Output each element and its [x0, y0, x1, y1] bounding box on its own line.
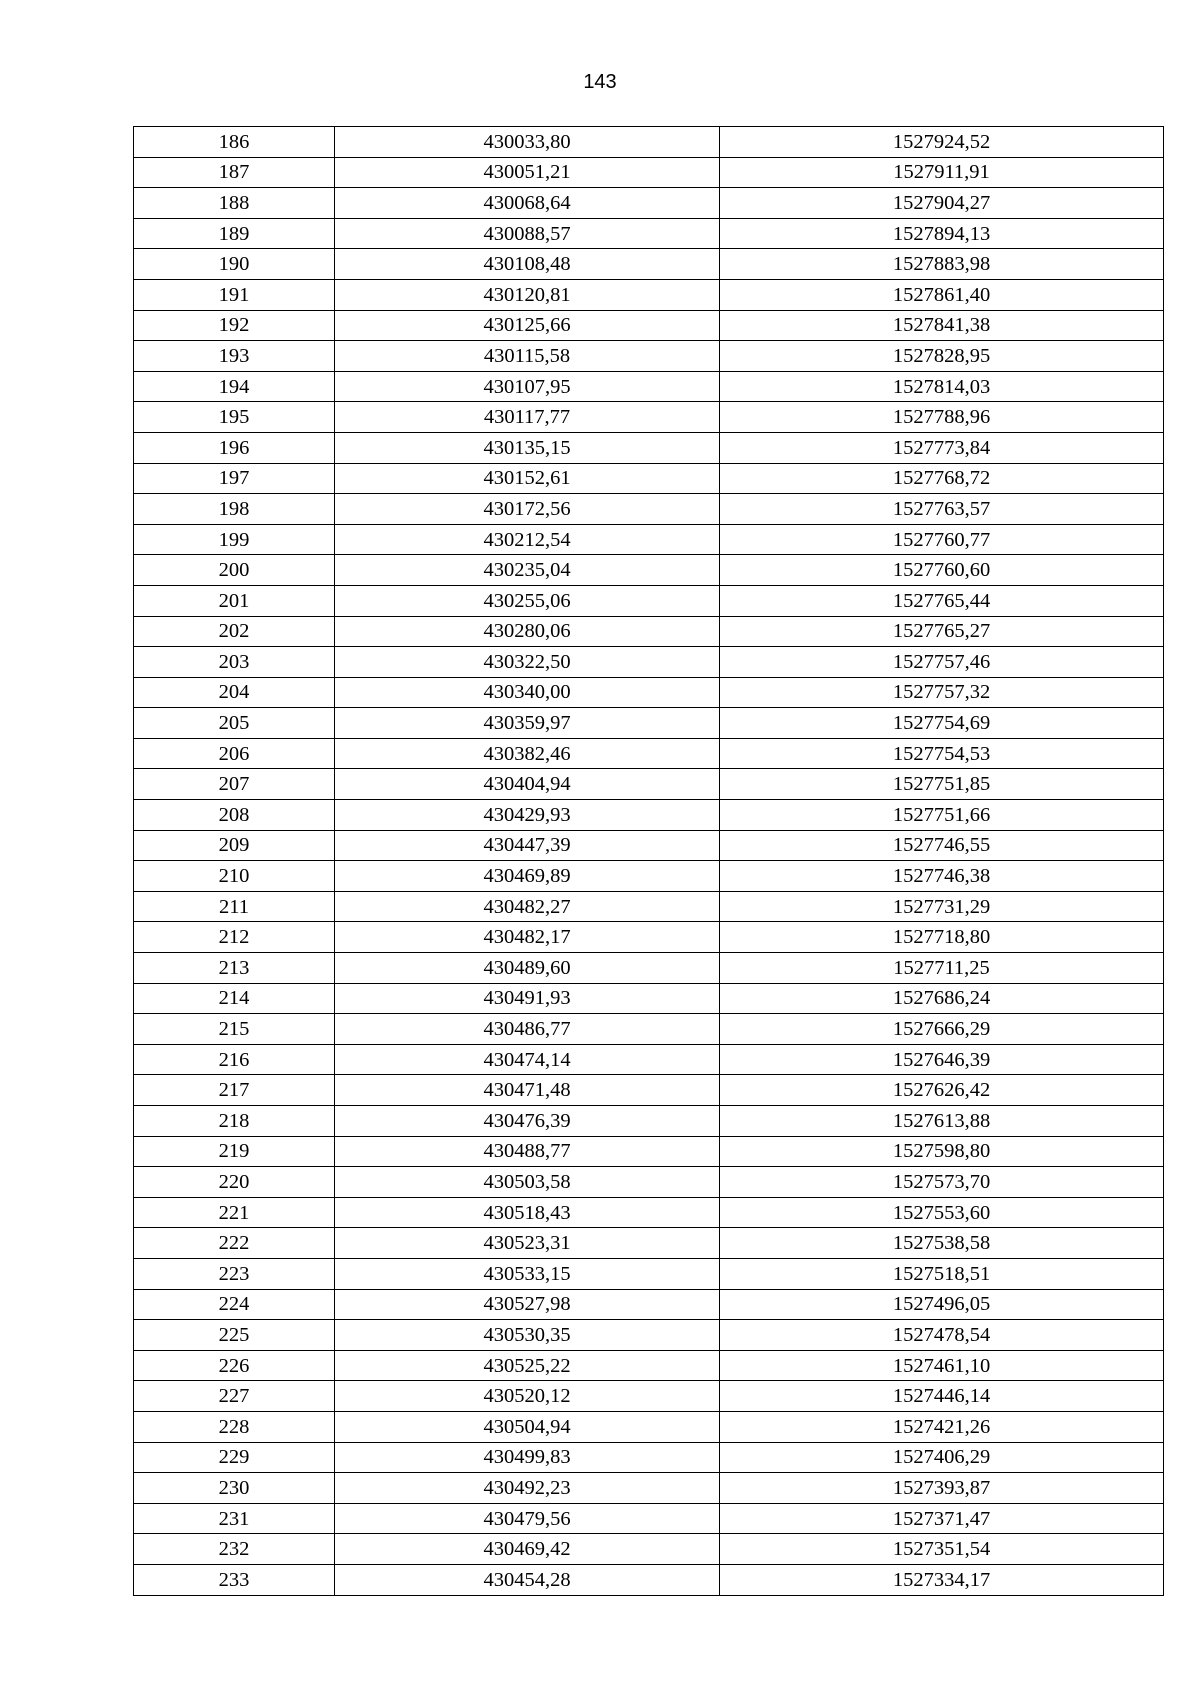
x-coordinate-cell: 430382,46	[335, 738, 720, 769]
table-row	[134, 555, 1164, 586]
point-number-cell: 203	[134, 647, 335, 678]
y-coordinate-cell: 1527861,40	[720, 279, 1164, 310]
table-row	[134, 585, 1164, 616]
table-row	[134, 1320, 1164, 1351]
point-number-cell: 192	[134, 310, 335, 341]
x-coordinate-cell: 430525,22	[335, 1350, 720, 1381]
point-number-cell: 197	[134, 463, 335, 494]
point-number-cell: 229	[134, 1442, 335, 1473]
table-row	[134, 1534, 1164, 1565]
x-coordinate-cell: 430476,39	[335, 1106, 720, 1137]
point-number-cell: 225	[134, 1320, 335, 1351]
y-coordinate-cell: 1527757,46	[720, 647, 1164, 678]
x-coordinate-cell: 430404,94	[335, 769, 720, 800]
x-coordinate-cell: 430491,93	[335, 983, 720, 1014]
table-row	[134, 891, 1164, 922]
y-coordinate-cell: 1527626,42	[720, 1075, 1164, 1106]
x-coordinate-cell: 430492,23	[335, 1473, 720, 1504]
x-coordinate-cell: 430115,58	[335, 341, 720, 372]
table-row	[134, 218, 1164, 249]
table-row	[134, 1228, 1164, 1259]
point-number-cell: 230	[134, 1473, 335, 1504]
point-number-cell: 226	[134, 1350, 335, 1381]
y-coordinate-cell: 1527461,10	[720, 1350, 1164, 1381]
y-coordinate-cell: 1527746,38	[720, 861, 1164, 892]
x-coordinate-cell: 430212,54	[335, 524, 720, 555]
y-coordinate-cell: 1527763,57	[720, 494, 1164, 525]
y-coordinate-cell: 1527768,72	[720, 463, 1164, 494]
table-row	[134, 922, 1164, 953]
point-number-cell: 188	[134, 188, 335, 219]
x-coordinate-cell: 430527,98	[335, 1289, 720, 1320]
table-row	[134, 1167, 1164, 1198]
y-coordinate-cell: 1527518,51	[720, 1258, 1164, 1289]
point-number-cell: 215	[134, 1014, 335, 1045]
table-row	[134, 371, 1164, 402]
x-coordinate-cell: 430235,04	[335, 555, 720, 586]
x-coordinate-cell: 430482,27	[335, 891, 720, 922]
x-coordinate-cell: 430469,89	[335, 861, 720, 892]
y-coordinate-cell: 1527911,91	[720, 157, 1164, 188]
point-number-cell: 233	[134, 1564, 335, 1595]
point-number-cell: 217	[134, 1075, 335, 1106]
x-coordinate-cell: 430486,77	[335, 1014, 720, 1045]
point-number-cell: 227	[134, 1381, 335, 1412]
page-number: 143	[583, 71, 617, 93]
table-row	[134, 647, 1164, 678]
x-coordinate-cell: 430117,77	[335, 402, 720, 433]
y-coordinate-cell: 1527553,60	[720, 1197, 1164, 1228]
x-coordinate-cell: 430489,60	[335, 953, 720, 984]
y-coordinate-cell: 1527757,32	[720, 677, 1164, 708]
table-row	[134, 708, 1164, 739]
point-number-cell: 204	[134, 677, 335, 708]
y-coordinate-cell: 1527765,44	[720, 585, 1164, 616]
y-coordinate-cell: 1527765,27	[720, 616, 1164, 647]
point-number-cell: 199	[134, 524, 335, 555]
y-coordinate-cell: 1527334,17	[720, 1564, 1164, 1595]
y-coordinate-cell: 1527760,60	[720, 555, 1164, 586]
point-number-cell: 193	[134, 341, 335, 372]
point-number-cell: 202	[134, 616, 335, 647]
table-row	[134, 524, 1164, 555]
x-coordinate-cell: 430523,31	[335, 1228, 720, 1259]
y-coordinate-cell: 1527904,27	[720, 188, 1164, 219]
point-number-cell: 216	[134, 1044, 335, 1075]
point-number-cell: 190	[134, 249, 335, 280]
point-number-cell: 218	[134, 1106, 335, 1137]
x-coordinate-cell: 430479,56	[335, 1503, 720, 1534]
x-coordinate-cell: 430429,93	[335, 800, 720, 831]
y-coordinate-cell: 1527351,54	[720, 1534, 1164, 1565]
table-row	[134, 800, 1164, 831]
x-coordinate-cell: 430499,83	[335, 1442, 720, 1473]
table-row	[134, 1197, 1164, 1228]
x-coordinate-cell: 430107,95	[335, 371, 720, 402]
table-row	[134, 1258, 1164, 1289]
y-coordinate-cell: 1527393,87	[720, 1473, 1164, 1504]
table-row	[134, 983, 1164, 1014]
y-coordinate-cell: 1527538,58	[720, 1228, 1164, 1259]
point-number-cell: 207	[134, 769, 335, 800]
y-coordinate-cell: 1527773,84	[720, 432, 1164, 463]
y-coordinate-cell: 1527814,03	[720, 371, 1164, 402]
table-row	[134, 127, 1164, 158]
y-coordinate-cell: 1527371,47	[720, 1503, 1164, 1534]
x-coordinate-cell: 430359,97	[335, 708, 720, 739]
table-row	[134, 249, 1164, 280]
y-coordinate-cell: 1527883,98	[720, 249, 1164, 280]
x-coordinate-cell: 430447,39	[335, 830, 720, 861]
x-coordinate-cell: 430051,21	[335, 157, 720, 188]
y-coordinate-cell: 1527573,70	[720, 1167, 1164, 1198]
table-row	[134, 1442, 1164, 1473]
point-number-cell: 214	[134, 983, 335, 1014]
x-coordinate-cell: 430120,81	[335, 279, 720, 310]
x-coordinate-cell: 430135,15	[335, 432, 720, 463]
y-coordinate-cell: 1527731,29	[720, 891, 1164, 922]
table-row	[134, 494, 1164, 525]
coordinates-table	[133, 126, 1164, 1596]
y-coordinate-cell: 1527894,13	[720, 218, 1164, 249]
point-number-cell: 224	[134, 1289, 335, 1320]
table-row	[134, 1381, 1164, 1412]
x-coordinate-cell: 430474,14	[335, 1044, 720, 1075]
y-coordinate-cell: 1527924,52	[720, 127, 1164, 158]
x-coordinate-cell: 430108,48	[335, 249, 720, 280]
y-coordinate-cell: 1527751,66	[720, 800, 1164, 831]
point-number-cell: 191	[134, 279, 335, 310]
y-coordinate-cell: 1527841,38	[720, 310, 1164, 341]
x-coordinate-cell: 430255,06	[335, 585, 720, 616]
point-number-cell: 213	[134, 953, 335, 984]
table-row	[134, 1106, 1164, 1137]
table-row	[134, 1289, 1164, 1320]
point-number-cell: 187	[134, 157, 335, 188]
x-coordinate-cell: 430520,12	[335, 1381, 720, 1412]
y-coordinate-cell: 1527788,96	[720, 402, 1164, 433]
point-number-cell: 201	[134, 585, 335, 616]
y-coordinate-cell: 1527406,29	[720, 1442, 1164, 1473]
x-coordinate-cell: 430488,77	[335, 1136, 720, 1167]
table-row	[134, 432, 1164, 463]
point-number-cell: 196	[134, 432, 335, 463]
table-row	[134, 861, 1164, 892]
x-coordinate-cell: 430280,06	[335, 616, 720, 647]
table-row	[134, 1411, 1164, 1442]
point-number-cell: 223	[134, 1258, 335, 1289]
x-coordinate-cell: 430152,61	[335, 463, 720, 494]
y-coordinate-cell: 1527760,77	[720, 524, 1164, 555]
y-coordinate-cell: 1527828,95	[720, 341, 1164, 372]
x-coordinate-cell: 430533,15	[335, 1258, 720, 1289]
table-row	[134, 1473, 1164, 1504]
y-coordinate-cell: 1527751,85	[720, 769, 1164, 800]
point-number-cell: 211	[134, 891, 335, 922]
y-coordinate-cell: 1527446,14	[720, 1381, 1164, 1412]
x-coordinate-cell: 430530,35	[335, 1320, 720, 1351]
x-coordinate-cell: 430088,57	[335, 218, 720, 249]
y-coordinate-cell: 1527478,54	[720, 1320, 1164, 1351]
y-coordinate-cell: 1527746,55	[720, 830, 1164, 861]
x-coordinate-cell: 430322,50	[335, 647, 720, 678]
point-number-cell: 194	[134, 371, 335, 402]
y-coordinate-cell: 1527421,26	[720, 1411, 1164, 1442]
point-number-cell: 212	[134, 922, 335, 953]
point-number-cell: 209	[134, 830, 335, 861]
table-row	[134, 1136, 1164, 1167]
table-row	[134, 830, 1164, 861]
point-number-cell: 221	[134, 1197, 335, 1228]
x-coordinate-cell: 430503,58	[335, 1167, 720, 1198]
point-number-cell: 189	[134, 218, 335, 249]
y-coordinate-cell: 1527754,53	[720, 738, 1164, 769]
table-row	[134, 769, 1164, 800]
table-row	[134, 1564, 1164, 1595]
point-number-cell: 186	[134, 127, 335, 158]
point-number-cell: 219	[134, 1136, 335, 1167]
table-row	[134, 1350, 1164, 1381]
table-row	[134, 1014, 1164, 1045]
x-coordinate-cell: 430471,48	[335, 1075, 720, 1106]
x-coordinate-cell: 430482,17	[335, 922, 720, 953]
point-number-cell: 228	[134, 1411, 335, 1442]
point-number-cell: 205	[134, 708, 335, 739]
x-coordinate-cell: 430172,56	[335, 494, 720, 525]
x-coordinate-cell: 430125,66	[335, 310, 720, 341]
point-number-cell: 206	[134, 738, 335, 769]
point-number-cell: 195	[134, 402, 335, 433]
table-row	[134, 1503, 1164, 1534]
point-number-cell: 208	[134, 800, 335, 831]
table-row	[134, 677, 1164, 708]
y-coordinate-cell: 1527496,05	[720, 1289, 1164, 1320]
y-coordinate-cell: 1527718,80	[720, 922, 1164, 953]
table-row	[134, 738, 1164, 769]
x-coordinate-cell: 430504,94	[335, 1411, 720, 1442]
y-coordinate-cell: 1527666,29	[720, 1014, 1164, 1045]
table-row	[134, 1075, 1164, 1106]
point-number-cell: 231	[134, 1503, 335, 1534]
y-coordinate-cell: 1527646,39	[720, 1044, 1164, 1075]
table-row	[134, 1044, 1164, 1075]
x-coordinate-cell: 430340,00	[335, 677, 720, 708]
y-coordinate-cell: 1527598,80	[720, 1136, 1164, 1167]
table-row	[134, 463, 1164, 494]
x-coordinate-cell: 430454,28	[335, 1564, 720, 1595]
table-row	[134, 188, 1164, 219]
point-number-cell: 232	[134, 1534, 335, 1565]
y-coordinate-cell: 1527711,25	[720, 953, 1164, 984]
point-number-cell: 222	[134, 1228, 335, 1259]
table-row	[134, 279, 1164, 310]
table-row	[134, 402, 1164, 433]
y-coordinate-cell: 1527613,88	[720, 1106, 1164, 1137]
table-row	[134, 616, 1164, 647]
x-coordinate-cell: 430033,80	[335, 127, 720, 158]
x-coordinate-cell: 430068,64	[335, 188, 720, 219]
point-number-cell: 220	[134, 1167, 335, 1198]
point-number-cell: 210	[134, 861, 335, 892]
point-number-cell: 200	[134, 555, 335, 586]
y-coordinate-cell: 1527686,24	[720, 983, 1164, 1014]
table-row	[134, 310, 1164, 341]
point-number-cell: 198	[134, 494, 335, 525]
y-coordinate-cell: 1527754,69	[720, 708, 1164, 739]
table-row	[134, 953, 1164, 984]
table-row	[134, 341, 1164, 372]
coordinates-table-body	[134, 127, 1164, 1596]
table-row	[134, 157, 1164, 188]
x-coordinate-cell: 430469,42	[335, 1534, 720, 1565]
x-coordinate-cell: 430518,43	[335, 1197, 720, 1228]
